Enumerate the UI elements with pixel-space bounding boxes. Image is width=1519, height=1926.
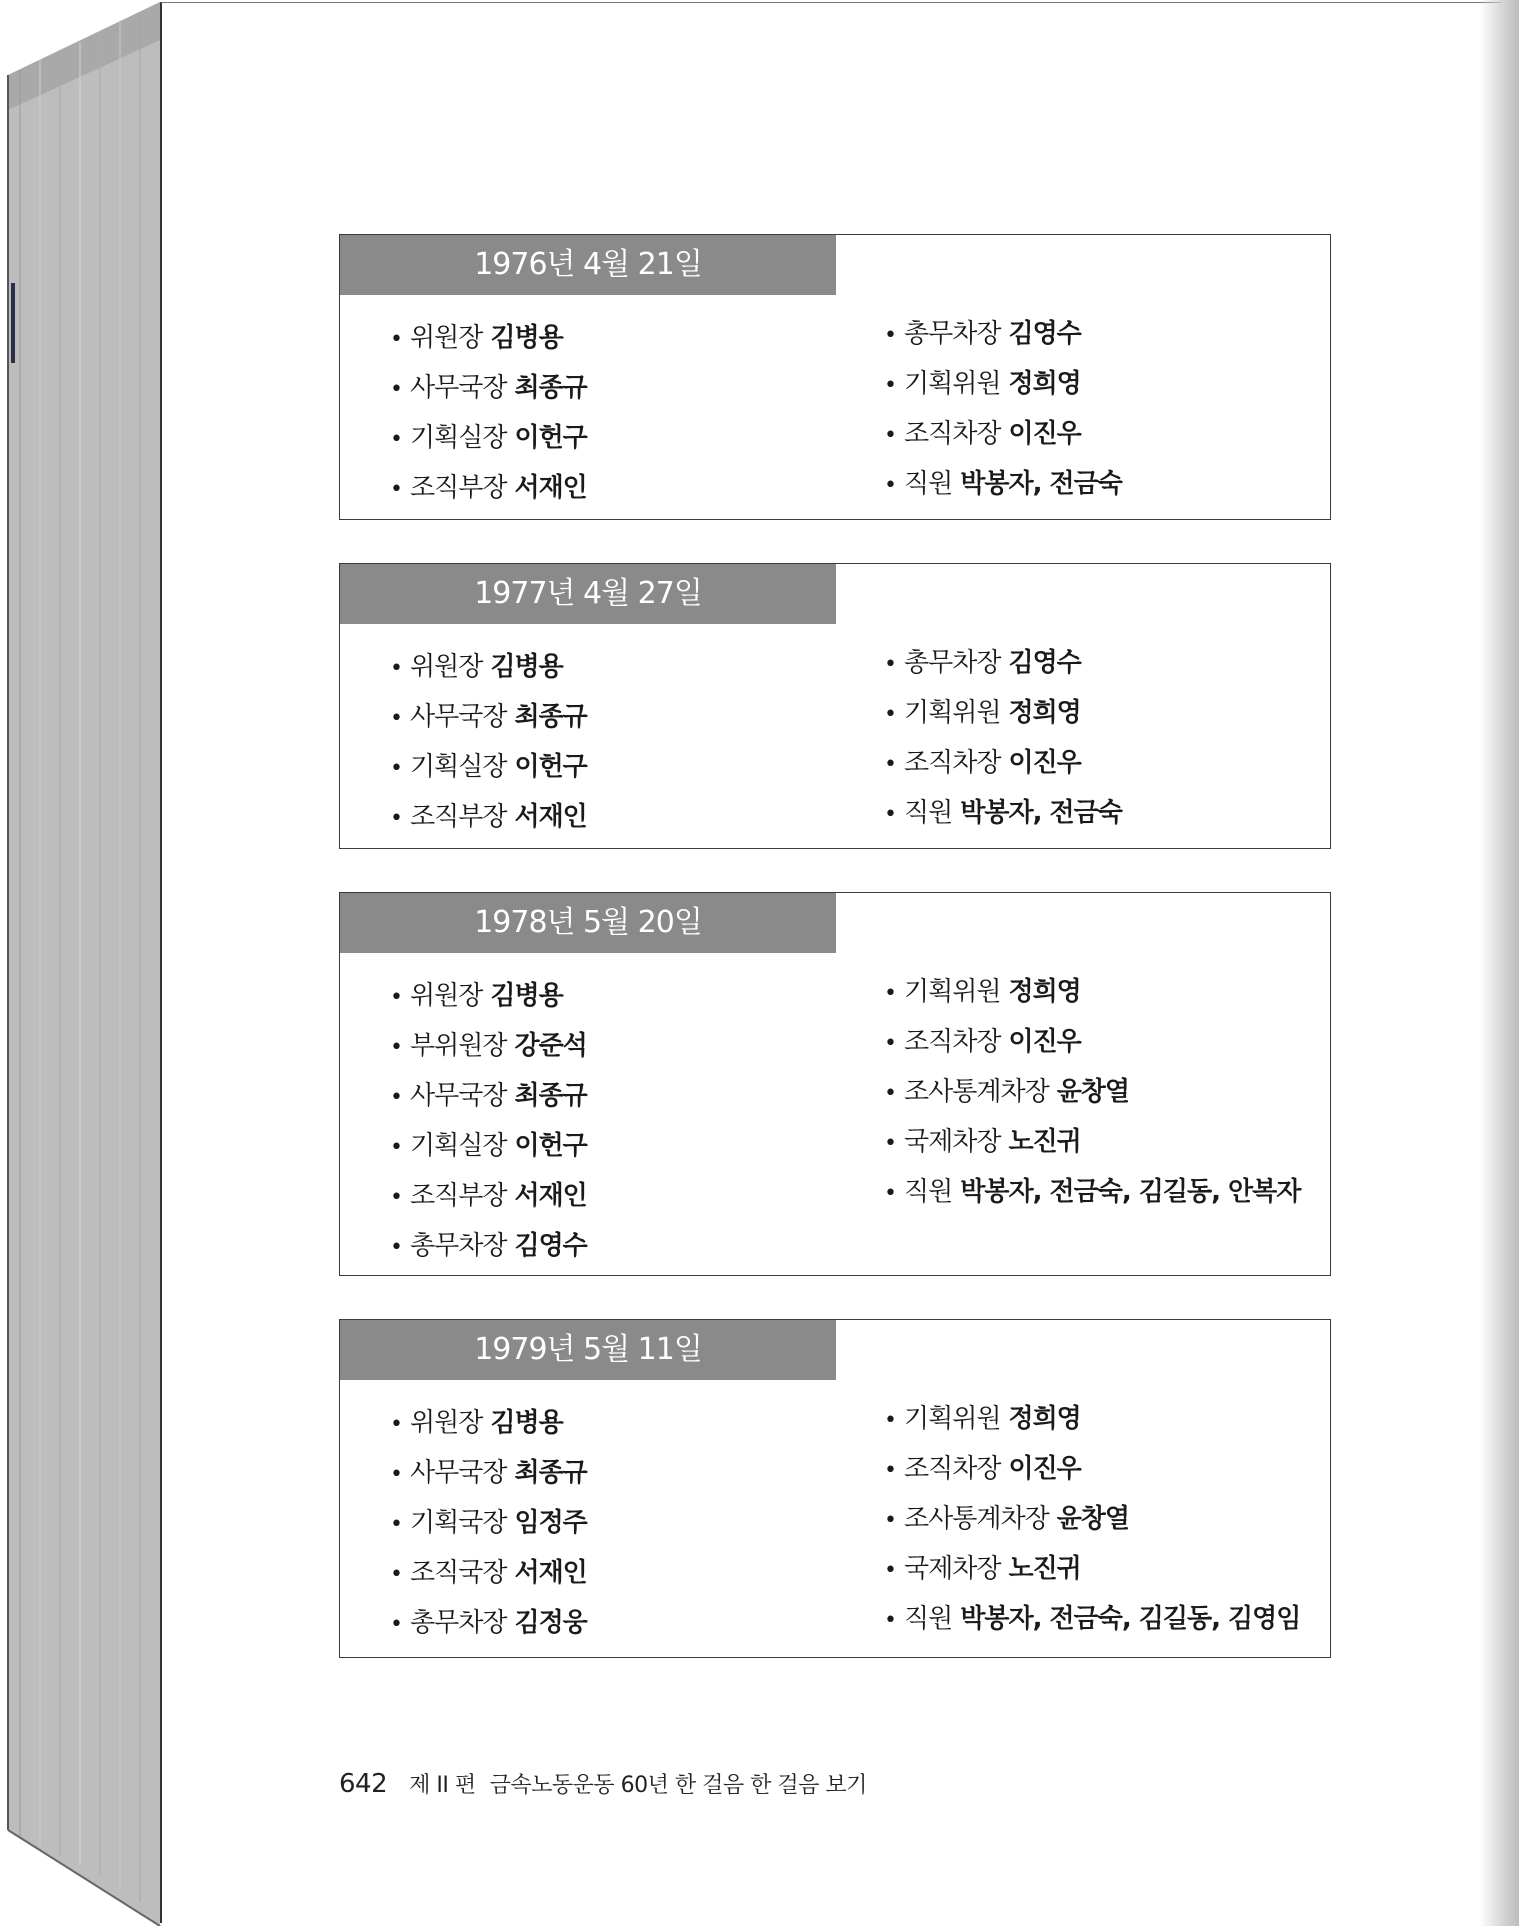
role-label: 기획국장: [409, 1508, 507, 1538]
role-label: 부위원장: [409, 1031, 507, 1061]
person-name: 강준석: [514, 1031, 587, 1061]
roster-item: • 사무국장 최종규: [390, 1458, 587, 1488]
person-name: 노진귀: [1008, 1127, 1081, 1157]
roster-item: • 위원장 김병용: [390, 652, 563, 682]
roster-item: • 조직부장 서재인: [390, 1181, 587, 1211]
roster-block-1977: [339, 563, 1331, 849]
roster-item: • 위원장 김병용: [390, 981, 563, 1011]
roster-left-column: [390, 1398, 587, 1648]
person-name: 박봉자, 전금숙: [960, 469, 1122, 499]
person-name: 서재인: [514, 802, 587, 832]
roster-right-column: [884, 967, 1300, 1217]
role-label: 기획위원: [903, 977, 1001, 1007]
role-label: 사무국장: [409, 702, 507, 732]
roster-item: • 사무국장 최종규: [390, 1081, 587, 1111]
part-label: 제 II 편: [409, 1773, 476, 1798]
person-name: 윤창열: [1056, 1077, 1130, 1107]
person-name: 이진우: [1008, 1454, 1081, 1484]
roster-item: • 위원장 김병용: [390, 1408, 563, 1438]
roster-left-column: [390, 313, 587, 513]
role-label: 총무차장: [409, 1608, 507, 1638]
roster-item: • 국제차장 노진귀: [884, 1127, 1081, 1157]
person-name: 이헌구: [514, 752, 587, 782]
role-label: 총무차장: [903, 319, 1001, 349]
person-name: 김영수: [1008, 319, 1081, 349]
page-number: 642: [339, 1769, 388, 1799]
role-label: 사무국장: [409, 1458, 507, 1488]
roster-item: • 조사통계차장 윤창열: [884, 1504, 1130, 1534]
person-name: 서재인: [514, 1558, 587, 1588]
roster-item: • 조직차장 이진우: [884, 748, 1081, 778]
role-label: 위원장: [409, 1408, 483, 1438]
roster-item: • 총무차장 김영수: [884, 648, 1081, 678]
roster-item: • 조직차장 이진우: [884, 1027, 1081, 1057]
person-name: 이헌구: [514, 1131, 587, 1161]
person-name: 노진귀: [1008, 1554, 1081, 1584]
person-name: 윤창열: [1056, 1504, 1130, 1534]
book-title: 금속노동운동 60년 한 걸음 한 걸음 보기: [489, 1773, 867, 1798]
role-label: 기획위원: [903, 698, 1001, 728]
roster-item: • 직원 박봉자, 전금숙, 김길동, 안복자: [884, 1177, 1301, 1207]
roster-date-header: 1979년 5월 11일: [340, 1320, 836, 1380]
roster-right-column: [884, 1394, 1300, 1644]
role-label: 조직차장: [903, 748, 1001, 778]
roster-item: • 조직국장 서재인: [390, 1558, 587, 1588]
roster-item: • 국제차장 노진귀: [884, 1554, 1081, 1584]
person-name: 이진우: [1008, 419, 1081, 449]
roster-item: • 총무차장 김영수: [884, 319, 1081, 349]
person-name: 최종규: [514, 1458, 587, 1488]
roster-date-header: 1977년 4월 27일: [340, 564, 836, 624]
roster-left-column: [390, 971, 587, 1271]
page-right-shadow: [1479, 0, 1519, 1926]
roster-item: • 기획위원 정희영: [884, 698, 1081, 728]
role-label: 국제차장: [903, 1127, 1001, 1157]
roster-date-header: 1976년 4월 21일: [340, 235, 836, 295]
roster-right-column: [884, 638, 1122, 838]
person-name: 박봉자, 전금숙, 김길동, 안복자: [960, 1177, 1301, 1207]
roster-date-header: 1978년 5월 20일: [340, 893, 836, 953]
roster-left-column: [390, 642, 587, 842]
role-label: 기획실장: [409, 1131, 507, 1161]
person-name: 박봉자, 전금숙: [960, 798, 1122, 828]
roster-block-1976: [339, 234, 1331, 520]
roster-item: • 직원 박봉자, 전금숙, 김길동, 김영임: [884, 1604, 1301, 1634]
person-name: 정희영: [1008, 1404, 1081, 1434]
person-name: 김정웅: [514, 1608, 587, 1638]
person-name: 박봉자, 전금숙, 김길동, 김영임: [960, 1604, 1301, 1634]
roster-item: • 조직차장 이진우: [884, 419, 1081, 449]
role-label: 국제차장: [903, 1554, 1001, 1584]
roster-item: • 조직부장 서재인: [390, 802, 587, 832]
person-name: 정희영: [1008, 977, 1081, 1007]
person-name: 최종규: [514, 702, 587, 732]
person-name: 정희영: [1008, 698, 1081, 728]
person-name: 김병용: [490, 1408, 563, 1438]
roster-item: • 기획실장 이헌구: [390, 752, 587, 782]
role-label: 조직부장: [409, 473, 507, 503]
person-name: 김병용: [490, 652, 563, 682]
roster-item: • 기획위원 정희영: [884, 977, 1081, 1007]
person-name: 임정주: [514, 1508, 587, 1538]
role-label: 기획실장: [409, 752, 507, 782]
person-name: 김병용: [490, 981, 563, 1011]
role-label: 직원: [903, 798, 953, 828]
role-label: 위원장: [409, 323, 483, 353]
person-name: 김영수: [514, 1231, 587, 1261]
roster-item: • 조직부장 서재인: [390, 473, 587, 503]
person-name: 이헌구: [514, 423, 587, 453]
role-label: 위원장: [409, 981, 483, 1011]
page-footer: [339, 1768, 867, 1799]
roster-item: • 사무국장 최종규: [390, 373, 587, 403]
roster-block-1979: [339, 1319, 1331, 1658]
person-name: 이진우: [1008, 748, 1081, 778]
roster-item: • 기획위원 정희영: [884, 1404, 1081, 1434]
roster-item: • 기획실장 이헌구: [390, 1131, 587, 1161]
role-label: 직원: [903, 469, 953, 499]
role-label: 조직부장: [409, 802, 507, 832]
person-name: 김병용: [490, 323, 563, 353]
person-name: 최종규: [514, 373, 587, 403]
role-label: 조직국장: [409, 1558, 507, 1588]
roster-block-1978: [339, 892, 1331, 1276]
roster-item: • 직원 박봉자, 전금숙: [884, 469, 1122, 499]
roster-item: • 부위원장 강준석: [390, 1031, 587, 1061]
roster-item: • 사무국장 최종규: [390, 702, 587, 732]
role-label: 기획위원: [903, 1404, 1001, 1434]
person-name: 최종규: [514, 1081, 587, 1111]
role-label: 기획위원: [903, 369, 1001, 399]
person-name: 정희영: [1008, 369, 1081, 399]
role-label: 사무국장: [409, 373, 507, 403]
person-name: 김영수: [1008, 648, 1081, 678]
roster-item: • 기획위원 정희영: [884, 369, 1081, 399]
person-name: 이진우: [1008, 1027, 1081, 1057]
book-page-edge: [0, 0, 162, 1926]
role-label: 조직부장: [409, 1181, 507, 1211]
role-label: 사무국장: [409, 1081, 507, 1111]
role-label: 총무차장: [409, 1231, 507, 1261]
role-label: 위원장: [409, 652, 483, 682]
roster-right-column: [884, 309, 1122, 509]
roster-item: • 조사통계차장 윤창열: [884, 1077, 1130, 1107]
role-label: 총무차장: [903, 648, 1001, 678]
role-label: 조직차장: [903, 1027, 1001, 1057]
role-label: 직원: [903, 1177, 953, 1207]
roster-item: • 총무차장 김정웅: [390, 1608, 587, 1638]
role-label: 기획실장: [409, 423, 507, 453]
roster-item: • 조직차장 이진우: [884, 1454, 1081, 1484]
roster-item: • 직원 박봉자, 전금숙: [884, 798, 1122, 828]
role-label: 조직차장: [903, 419, 1001, 449]
role-label: 조사통계차장: [903, 1077, 1049, 1107]
roster-item: • 위원장 김병용: [390, 323, 563, 353]
role-label: 조직차장: [903, 1454, 1001, 1484]
roster-item: • 기획국장 임정주: [390, 1508, 587, 1538]
person-name: 서재인: [514, 473, 587, 503]
roster-item: • 기획실장 이헌구: [390, 423, 587, 453]
role-label: 조사통계차장: [903, 1504, 1049, 1534]
role-label: 직원: [903, 1604, 953, 1634]
roster-item: • 총무차장 김영수: [390, 1231, 587, 1261]
person-name: 서재인: [514, 1181, 587, 1211]
